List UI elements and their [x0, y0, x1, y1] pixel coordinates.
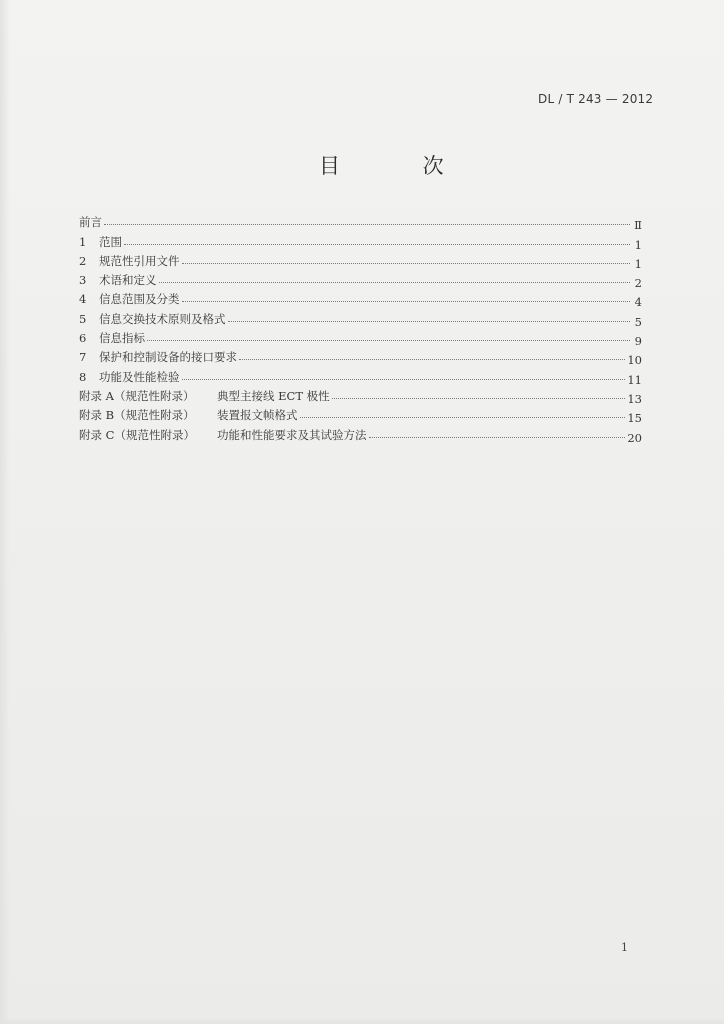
toc-entry-number: 5: [79, 311, 87, 326]
toc-entry[interactable]: [79, 287, 642, 310]
toc-entry-label: 信息范围及分类: [99, 292, 180, 307]
toc-entry-page: 13: [627, 391, 642, 406]
toc-title: 目 次: [319, 154, 482, 178]
toc-entry[interactable]: [79, 364, 642, 387]
toc-entry-label: 信息指标: [99, 331, 145, 346]
toc-entry-number: 3: [79, 273, 87, 288]
toc-entry-page: Ⅱ: [634, 218, 642, 233]
toc-leader-dots: [300, 417, 626, 418]
toc-entry-page: 9: [634, 334, 642, 349]
toc-entry-page: 5: [634, 314, 642, 329]
toc-entry-page: 1: [634, 256, 642, 271]
toc-entry[interactable]: [79, 345, 642, 368]
toc-entry[interactable]: [79, 384, 642, 406]
toc-entry-appendix: 附录 C（规范性附录）: [79, 427, 195, 442]
toc-entry[interactable]: [79, 306, 642, 329]
toc-entry-number: 6: [79, 331, 87, 346]
toc-entry-page: 20: [627, 430, 642, 445]
toc-leader-dots: [239, 359, 625, 360]
toc-leader-dots: [228, 321, 631, 322]
toc-entry-page: 10: [627, 353, 642, 368]
toc-entry-page: 1: [634, 237, 642, 252]
toc-entry-label: 前言: [79, 215, 102, 230]
toc-entry[interactable]: [79, 422, 642, 445]
toc-entry-label: 功能及性能检验: [99, 369, 180, 384]
toc-entry-label: 术语和定义: [99, 273, 157, 288]
toc-entry-label: 典型主接线 ECT 极性: [217, 388, 330, 403]
document-number: DL / T 243 — 2012: [538, 92, 654, 106]
toc-leader-dots: [147, 340, 630, 341]
table-of-contents: [79, 210, 642, 445]
toc-entry[interactable]: [79, 249, 642, 271]
toc-leader-dots: [159, 282, 631, 283]
toc-entry-number: 2: [79, 253, 87, 268]
page-number: 1: [621, 941, 628, 954]
toc-leader-dots: [182, 301, 631, 302]
toc-entry-page: 2: [634, 276, 642, 291]
toc-entry-label: 规范性引用文件: [99, 253, 180, 268]
toc-entry-label: 功能和性能要求及其试验方法: [217, 427, 367, 442]
toc-entry-label: 保护和控制设备的接口要求: [99, 350, 237, 365]
toc-entry[interactable]: [79, 268, 642, 291]
toc-entry[interactable]: [79, 403, 642, 426]
toc-entry[interactable]: [79, 210, 642, 233]
toc-leader-dots: [369, 437, 626, 438]
toc-entry-number: 1: [79, 234, 87, 249]
toc-entry-page: 15: [627, 411, 642, 426]
toc-entry-page: 4: [634, 295, 642, 310]
toc-leader-dots: [182, 379, 626, 380]
toc-leader-dots: [332, 398, 626, 399]
toc-entry-label: 装置报文帧格式: [217, 408, 298, 423]
toc-entry-number: 4: [79, 292, 87, 307]
toc-entry-appendix: 附录 A（规范性附录）: [79, 388, 195, 403]
toc-entry-label: 范围: [99, 234, 122, 249]
toc-entry-page: 11: [627, 372, 642, 387]
toc-entry[interactable]: [79, 229, 642, 252]
toc-entry-number: 8: [79, 369, 87, 384]
toc-leader-dots: [124, 244, 630, 245]
toc-entry-label: 信息交换技术原则及格式: [99, 311, 226, 326]
toc-entry[interactable]: [79, 326, 642, 349]
toc-entry-number: 7: [79, 350, 87, 365]
toc-entry-appendix: 附录 B（规范性附录）: [79, 408, 195, 423]
toc-leader-dots: [182, 263, 631, 264]
toc-leader-dots: [104, 224, 630, 225]
